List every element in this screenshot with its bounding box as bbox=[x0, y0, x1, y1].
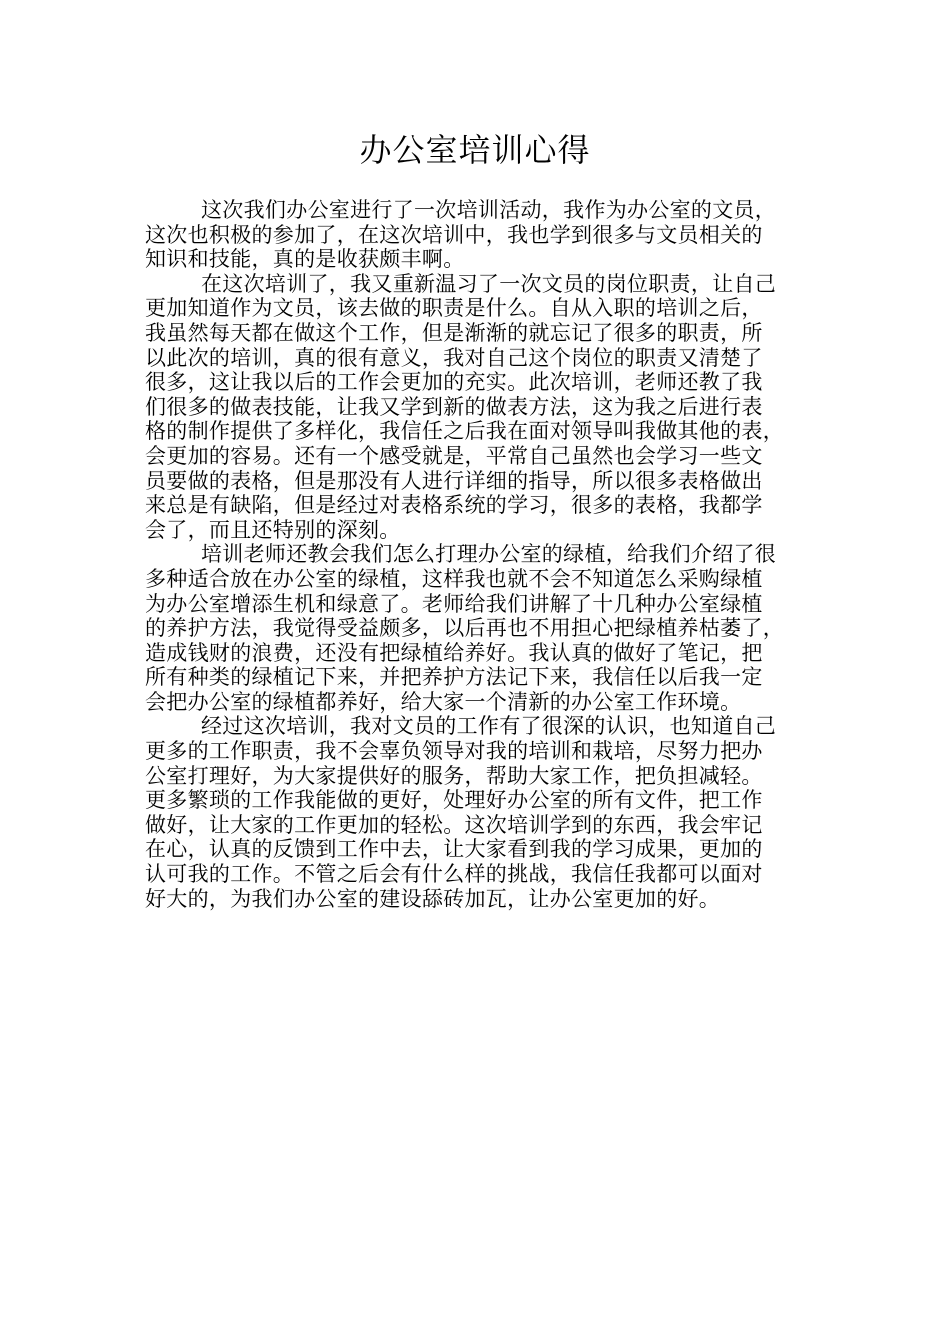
paragraph-line: 经过这次培训，我对文员的工作有了很深的认识，也知道自己 bbox=[201, 714, 777, 739]
document-body bbox=[145, 198, 825, 911]
paragraph-line: 更多繁琐的工作我能做的更好，处理好办公室的所有文件，把工作 bbox=[145, 788, 763, 813]
paragraph-line: 的养护方法，我觉得受益颇多，以后再也不用担心把绿植养枯萎了， bbox=[145, 616, 784, 641]
paragraph-line: 会更加的容易。还有一个感受就是，平常自己虽然也会学习一些文 bbox=[145, 443, 763, 468]
paragraph-line: 好大的，为我们办公室的建设舔砖加瓦，让办公室更加的好。 bbox=[145, 886, 721, 911]
paragraph-line: 造成钱财的浪费，还没有把绿植给养好。我认真的做好了笔记，把 bbox=[145, 640, 763, 665]
paragraph-line: 做好，让大家的工作更加的轻松。这次培训学到的东西，我会牢记 bbox=[145, 812, 763, 837]
paragraph bbox=[145, 272, 825, 543]
paragraph-line: 会把办公室的绿植都养好，给大家一个清新的办公室工作环境。 bbox=[145, 689, 742, 714]
document-title: 办公室培训心得 bbox=[359, 131, 591, 169]
paragraph-line: 知识和技能，真的是收获颇丰啊。 bbox=[145, 247, 465, 272]
paragraph-line: 会了，而且还特别的深刻。 bbox=[145, 517, 401, 542]
paragraph-line: 这次也积极的参加了，在这次培训中，我也学到很多与文员相关的 bbox=[145, 222, 763, 247]
paragraph-line: 员要做的表格，但是那没有人进行详细的指导，所以很多表格做出 bbox=[145, 468, 763, 493]
paragraph-line: 更多的工作职责，我不会辜负领导对我的培训和栽培，尽努力把办 bbox=[145, 739, 763, 764]
paragraph-line: 在心，认真的反馈到工作中去，让大家看到我的学习成果，更加的 bbox=[145, 837, 763, 862]
paragraph-line: 我虽然每天都在做这个工作，但是渐渐的就忘记了很多的职责，所 bbox=[145, 320, 763, 345]
paragraph-line: 以此次的培训，真的很有意义，我对自己这个岗位的职责又清楚了 bbox=[145, 345, 763, 370]
paragraph bbox=[145, 198, 825, 272]
paragraph-line: 很多，这让我以后的工作会更加的充实。此次培训，老师还教了我 bbox=[145, 370, 763, 395]
paragraph bbox=[145, 542, 825, 714]
paragraph-line: 在这次培训了，我又重新温习了一次文员的岗位职责，让自己 bbox=[201, 271, 777, 296]
paragraph-line: 这次我们办公室进行了一次培训活动，我作为办公室的文员， bbox=[201, 198, 777, 222]
paragraph-line: 所有种类的绿植记下来，并把养护方法记下来，我信任以后我一定 bbox=[145, 665, 763, 690]
paragraph-line: 更加知道作为文员，该去做的职责是什么。自从入职的培训之后， bbox=[145, 296, 763, 321]
paragraph bbox=[145, 714, 825, 911]
paragraph-line: 公室打理好，为大家提供好的服务，帮助大家工作，把负担减轻。 bbox=[145, 763, 763, 788]
paragraph-line: 格的制作提供了多样化，我信任之后我在面对领导叫我做其他的表， bbox=[145, 419, 784, 444]
paragraph-line: 培训老师还教会我们怎么打理办公室的绿植，给我们介绍了很 bbox=[201, 542, 777, 567]
paragraph-line: 来总是有缺陷，但是经过对表格系统的学习，很多的表格，我都学 bbox=[145, 493, 763, 518]
paragraph-line: 多种适合放在办公室的绿植，这样我也就不会不知道怎么采购绿植 bbox=[145, 566, 763, 591]
paragraph-line: 们很多的做表技能，让我又学到新的做表方法，这为我之后进行表 bbox=[145, 394, 763, 419]
paragraph-line: 认可我的工作。不管之后会有什么样的挑战，我信任我都可以面对 bbox=[145, 862, 763, 887]
paragraph-line: 为办公室增添生机和绿意了。老师给我们讲解了十几种办公室绿植 bbox=[145, 591, 763, 616]
